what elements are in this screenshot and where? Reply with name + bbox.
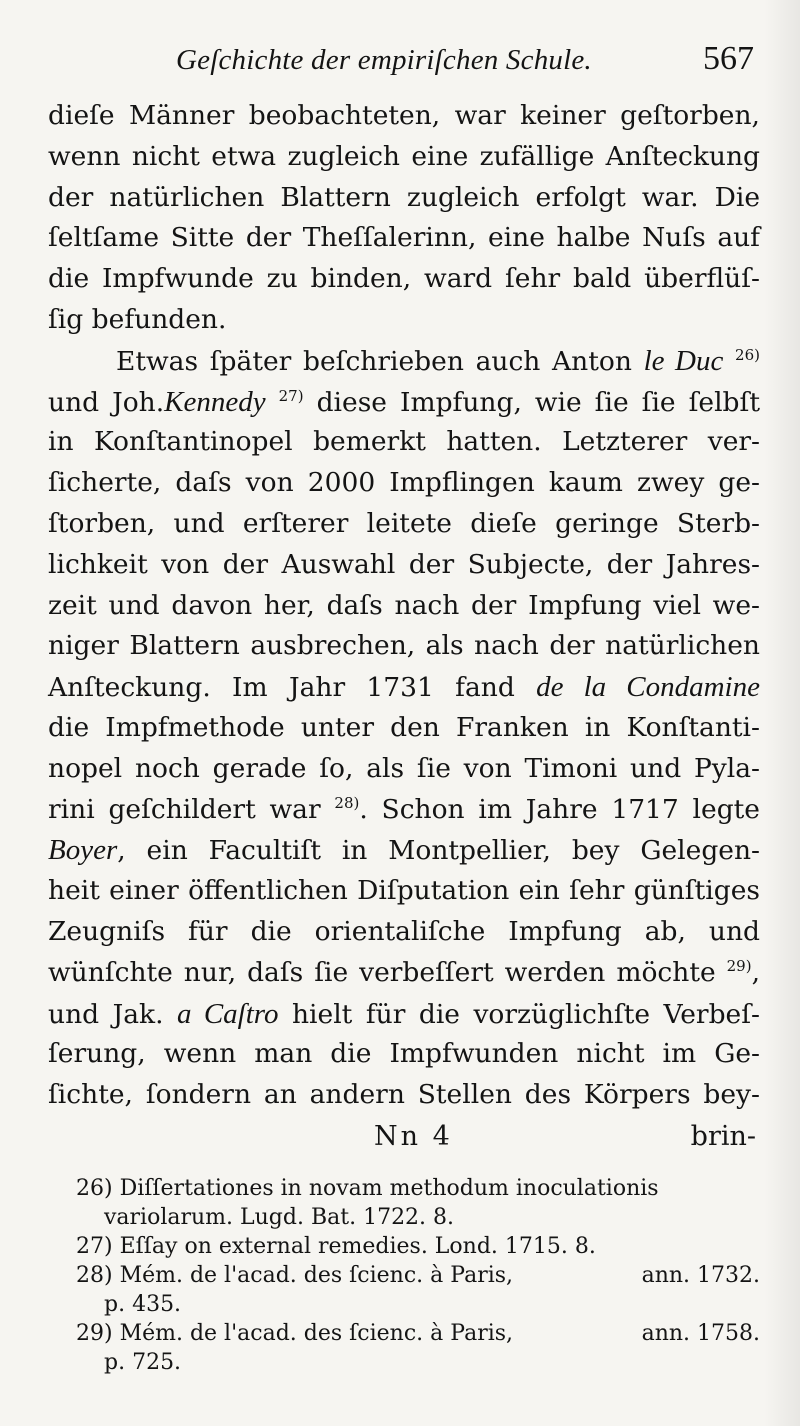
text-line-15: [48, 667, 760, 708]
footnote-29-year: ann. 1758.: [641, 1321, 760, 1346]
text-line-7: [48, 341, 760, 382]
text-segment: Anſteckung. Im Jahr 1731 fand: [48, 672, 515, 704]
body-text: [48, 96, 760, 1158]
running-head: [48, 34, 760, 84]
text-line-4: ſeltſame Sitte der Theſſalerinn, eine halbe Nuſs auf: [48, 222, 760, 254]
text-line-3: der natürlichen Blattern zugleich erfolgt war. Die: [48, 181, 760, 213]
text-line-19: [48, 830, 760, 871]
text-line-16: die Impfmethode unter den Franken in Konſtanti-: [48, 711, 760, 743]
italic-name-kennedy: Kennedy: [164, 385, 266, 418]
footnote-28-line-2: p. 435.: [104, 1292, 182, 1317]
text-line-21: Zeugniſs für die orientaliſche Impfung ab, und: [48, 915, 760, 947]
text-line-10: ſicherte, daſs von 2000 Impflingen kaum zwey ge-: [48, 467, 760, 499]
text-line-2: wenn nicht etwa zugleich eine zufällige Anſteckung: [48, 140, 760, 172]
text-line-24: ſerung, wenn man die Impfwunden nicht im Ge-: [48, 1038, 760, 1070]
text-line-23: [48, 994, 760, 1035]
text-line-17: nopel noch gerade ſo, als ſie von Timoni und Pyla-: [48, 752, 760, 784]
text-segment: . Schon im Jahre 1717 legte: [359, 793, 760, 825]
italic-name-boyer: Boyer: [48, 834, 118, 867]
signature-row: [48, 1116, 760, 1158]
text-line-12: lichkeit von der Auswahl der Subjecte, der Jahres-: [48, 548, 760, 580]
footnote-28-year: ann. 1732.: [641, 1263, 760, 1288]
footnotes: [76, 1174, 760, 1377]
text-line-9: in Konſtantinopel bemerkt hatten. Letzterer ver-: [48, 426, 760, 458]
text-line-5: die Impfwunde zu binden, ward ſehr bald überflüſ-: [48, 263, 760, 295]
italic-name-le-duc: le Duc: [643, 344, 724, 377]
text-segment: wünſchte nur, daſs ſie verbeſſert werden möchte: [48, 956, 716, 988]
footnote-26-line-1: 26) Diſſertationes in novam methodum inoculationis: [76, 1176, 659, 1201]
footnote-ref-26: 26): [735, 345, 760, 364]
footnote-ref-28: 28): [334, 793, 360, 812]
footnote-28-source: 28) Mém. de l'acad. des ſcienc. à Paris,: [76, 1263, 514, 1288]
footnote-ref-27: 27): [278, 386, 304, 405]
signature-mark: Nn 4: [374, 1120, 453, 1152]
text-line-20: heit einer öffentlichen Diſputation ein ſehr günſtiges: [48, 875, 760, 907]
footnote-26-line-2: variolarum. Lugd. Bat. 1722. 8.: [104, 1205, 455, 1230]
text-segment: , ein Facultiſt in Montpellier, bey Gelegen-: [117, 835, 760, 867]
footnote-29-line-1: [76, 1319, 760, 1348]
text-segment: Etwas ſpäter beſchrieben auch Anton: [116, 345, 632, 377]
catchword: brin-: [690, 1120, 756, 1152]
text-segment: rini geſchildert war: [48, 793, 321, 825]
text-line-14: niger Blattern ausbrechen, als nach der natürlichen: [48, 630, 760, 662]
page-edge-shadow: [764, 0, 800, 1426]
text-line-1: dieſe Männer beobachteten, war keiner geſtorben,: [48, 100, 760, 131]
text-line-8: [48, 382, 760, 423]
footnote-27: 27) Eſſay on external remedies. Lond. 1715. 8.: [76, 1234, 596, 1259]
footnote-29-line-2: p. 725.: [104, 1350, 182, 1375]
text-line-18: [48, 790, 760, 831]
footnote-28-line-1: [76, 1261, 760, 1290]
page-number: 567: [703, 40, 754, 77]
italic-name-castro: a Caſtro: [177, 997, 279, 1030]
text-segment: diese Impfung, wie ſie ſie ſelbſt: [316, 386, 760, 418]
text-line-6: ſig befunden.: [48, 303, 227, 335]
text-line-11: ſtorben, und erſterer leitete dieſe geringe Sterb-: [48, 507, 760, 539]
text-segment: und Jak.: [48, 998, 164, 1030]
text-segment: hielt für die vorzüglichſte Verbeſ-: [291, 998, 760, 1030]
text-line-25: ſichte, ſondern an andern Stellen des Körpers bey-: [48, 1079, 760, 1111]
footnote-29-source: 29) Mém. de l'acad. des ſcienc. à Paris,: [76, 1321, 514, 1346]
text-line-22: wünſchte nur, daſs ſie verbeſſert werden möchte $^{29)}$,: [48, 956, 760, 988]
text-segment: und Joh.: [48, 386, 165, 418]
footnote-ref-29: 29): [726, 956, 752, 975]
running-head-title: Geſchichte der empiriſchen Schule.: [176, 44, 592, 76]
italic-name-condamine: de la Condamine: [536, 671, 760, 704]
text-line-13: zeit und davon her, daſs nach der Impfung viel we-: [48, 589, 760, 621]
